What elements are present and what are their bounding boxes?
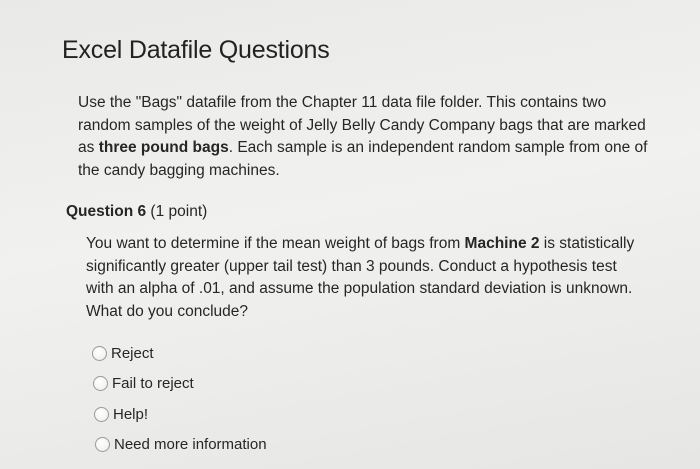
intro-text-end: . Each sample is an independent random sample from one of the candy bagging machines. bbox=[78, 139, 648, 179]
radio-button[interactable] bbox=[92, 346, 107, 361]
option-need-more-information[interactable] bbox=[95, 430, 267, 461]
page-title: Excel Datafile Questions bbox=[62, 36, 330, 64]
question-number: Question 6 bbox=[66, 203, 147, 220]
intro-text-start: Use the "Bags" datafile from the Chapter 11 data file folder. This contains two random samples of the weight of Jelly Belly Candy Company bags that are marked as bbox=[78, 94, 646, 156]
option-label[interactable]: Need more information bbox=[114, 436, 267, 454]
option-reject[interactable] bbox=[92, 338, 264, 369]
option-help[interactable] bbox=[94, 399, 266, 430]
radio-button[interactable] bbox=[93, 376, 108, 391]
option-label[interactable]: Reject bbox=[111, 344, 154, 362]
question-text-start: You want to determine if the mean weight of bags from bbox=[86, 235, 465, 252]
intro-paragraph bbox=[78, 92, 658, 182]
question-points: (1 point) bbox=[150, 203, 208, 220]
radio-button[interactable] bbox=[94, 407, 109, 422]
intro-bold-text: three pound bags bbox=[98, 139, 229, 156]
option-fail-to-reject[interactable] bbox=[93, 369, 265, 400]
option-label[interactable]: Fail to reject bbox=[112, 375, 194, 393]
question-header bbox=[66, 203, 207, 221]
answer-options bbox=[92, 338, 267, 460]
radio-button[interactable] bbox=[95, 437, 110, 452]
question-text bbox=[86, 233, 646, 323]
question-bold-text: Machine 2 bbox=[464, 235, 540, 252]
option-label[interactable]: Help! bbox=[113, 405, 149, 423]
question-text-end: is statistically significantly greater (upper tail test) than 3 pounds. Conduct a hypothesis test with an alpha of .01, and assume the population standard deviation is unknown. What do you conclude? bbox=[86, 235, 635, 320]
